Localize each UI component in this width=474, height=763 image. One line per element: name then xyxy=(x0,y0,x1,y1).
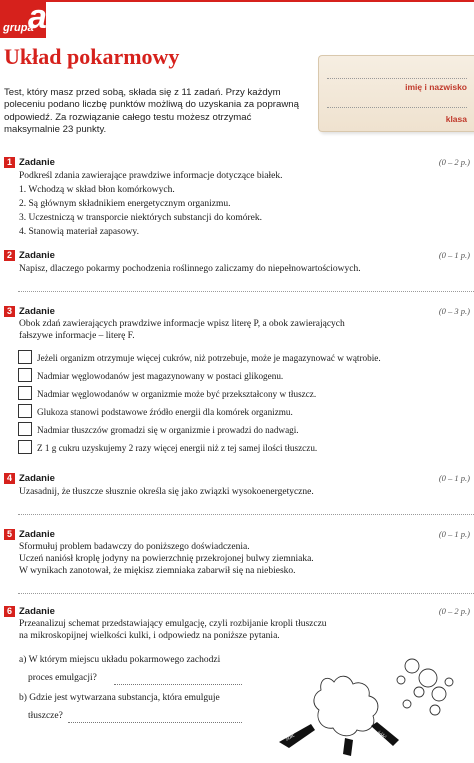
task-points: (0 – 1 p.) xyxy=(438,250,470,260)
bile-label: żółć xyxy=(375,729,387,741)
name-class-box xyxy=(318,55,474,132)
task-instruction-cont: fałszywe informacje – literę F. xyxy=(19,331,135,341)
header-bar xyxy=(0,0,474,38)
fat-bubble xyxy=(414,687,424,697)
class-line[interactable] xyxy=(327,107,467,108)
bile-arrow-icon xyxy=(279,724,315,748)
task-points: (0 – 1 p.) xyxy=(438,529,470,539)
fat-bubble xyxy=(397,676,405,684)
task-heading: Zadanie xyxy=(19,606,55,617)
header-rule xyxy=(0,0,474,2)
task-instruction: Uzasadnij, że tłuszcze słusznie określa się jako związki wysokoenergetyczne. xyxy=(19,487,314,497)
statement-4[interactable]: 4. Stanowią materiał zapasowy. xyxy=(19,227,139,237)
bile-label: żółć xyxy=(284,732,297,743)
fat-bubble xyxy=(430,705,440,715)
true-false-item: Nadmiar węglowodanów w organizmie może być przekształcony w tłuszcz. xyxy=(37,389,317,399)
experiment-result: W wynikach zanotował, że miękisz ziemniaka zabarwił się na niebiesko. xyxy=(19,566,296,576)
fat-bubble xyxy=(419,669,437,687)
task-points: (0 – 2 p.) xyxy=(438,157,470,167)
page-title: Układ pokarmowy xyxy=(4,44,180,69)
question-b: b) Gdzie jest wytwarzana substancja, która emulguje xyxy=(19,693,220,703)
emulsification-diagram xyxy=(259,642,469,762)
task-2 xyxy=(4,250,470,295)
task-5 xyxy=(4,529,470,594)
task-number: 5 xyxy=(4,529,15,540)
task-points: (0 – 1 p.) xyxy=(438,473,470,483)
name-line[interactable] xyxy=(327,78,467,79)
task-3 xyxy=(4,306,470,461)
task-6 xyxy=(4,606,470,763)
experiment-text: Uczeń naniósł kroplę jodyny na powierzchnię przekrojonej bulwy ziemniaka. xyxy=(19,554,314,564)
question-a-cont: proces emulgacji? xyxy=(28,673,97,683)
true-false-item: Jeżeli organizm otrzymuje więcej cukrów, niż potrzebuje, może je magazynować w wątrobie. xyxy=(37,353,381,363)
answer-checkbox[interactable] xyxy=(18,404,32,418)
fat-bubble xyxy=(403,700,411,708)
group-word: grupa xyxy=(3,22,34,34)
group-badge xyxy=(0,0,46,38)
true-false-item: Nadmiar tłuszczów gromadzi się w organizmie i prowadzi do nadwagi. xyxy=(37,425,299,435)
answer-checkbox[interactable] xyxy=(18,440,32,454)
fat-bubble xyxy=(405,659,419,673)
task-4 xyxy=(4,473,470,518)
task-instruction: Obok zdań zawierających prawdziwe informacje wpisz literę P, a obok zawierających xyxy=(19,319,345,329)
question-b-cont: tłuszcze? xyxy=(28,711,63,721)
answer-a-line[interactable] xyxy=(114,684,242,685)
task-heading: Zadanie xyxy=(19,473,55,484)
task-number: 6 xyxy=(4,606,15,617)
fat-bubble xyxy=(432,687,446,701)
answer-line[interactable] xyxy=(18,514,474,515)
task-points: (0 – 3 p.) xyxy=(438,306,470,316)
task-number: 4 xyxy=(4,473,15,484)
true-false-item: Nadmiar węglowodanów jest magazynowany w postaci glikogenu. xyxy=(37,371,284,381)
task-number: 2 xyxy=(4,250,15,261)
intro-text: Test, który masz przed sobą, składa się z 11 zadań. Przy każdym poleceniu podano liczbę punktów możliwą do uzyskania za poprawną odpowiedź. Za rozwiązanie całego testu możesz otrzymać maksymalnie 23 punkty. xyxy=(4,87,299,136)
task-heading: Zadanie xyxy=(19,157,55,168)
task-instruction-cont: na mikroskopijnej wielkości kulki, i odpowiedz na poniższe pytania. xyxy=(19,631,280,641)
answer-checkbox[interactable] xyxy=(18,422,32,436)
question-a: a) W którym miejscu układu pokarmowego zachodzi xyxy=(19,655,221,665)
task-points: (0 – 2 p.) xyxy=(438,606,470,616)
answer-checkbox[interactable] xyxy=(18,350,32,364)
answer-checkbox[interactable] xyxy=(18,368,32,382)
task-number: 1 xyxy=(4,157,15,168)
statement-2[interactable]: 2. Są głównym składnikiem energetycznym organizmu. xyxy=(19,199,231,209)
task-heading: Zadanie xyxy=(19,250,55,261)
group-letter: a xyxy=(28,0,47,36)
fat-droplet-icon xyxy=(314,676,378,736)
statement-3[interactable]: 3. Uczestniczą w transporcie niektórych substancji do komórek. xyxy=(19,213,262,223)
statement-1[interactable]: 1. Wchodzą w skład błon komórkowych. xyxy=(19,185,175,195)
task-instruction: Sformułuj problem badawczy do poniższego doświadczenia. xyxy=(19,542,250,552)
task-heading: Zadanie xyxy=(19,306,55,317)
task-1 xyxy=(4,157,470,247)
bile-arrow-icon xyxy=(343,738,353,756)
task-number: 3 xyxy=(4,306,15,317)
answer-line[interactable] xyxy=(18,593,474,594)
task-instruction: Napisz, dlaczego pokarmy pochodzenia roślinnego zaliczamy do niepełnowartościowych. xyxy=(19,264,361,274)
answer-line[interactable] xyxy=(18,291,474,292)
task-heading: Zadanie xyxy=(19,529,55,540)
name-label: imię i nazwisko xyxy=(405,82,467,92)
fat-bubble xyxy=(445,678,453,686)
class-label: klasa xyxy=(445,114,467,124)
answer-b-line[interactable] xyxy=(68,722,242,723)
answer-checkbox[interactable] xyxy=(18,386,32,400)
task-instruction: Podkreśl zdania zawierające prawdziwe informacje dotyczące białek. xyxy=(19,171,283,181)
true-false-item: Glukoza stanowi podstawowe źródło energii dla komórek organizmu. xyxy=(37,407,293,417)
task-instruction: Przeanalizuj schemat przedstawiający emulgację, czyli rozbijanie kropli tłuszczu xyxy=(19,619,327,629)
true-false-item: Z 1 g cukru uzyskujemy 2 razy więcej energii niż z tej samej ilości tłuszczu. xyxy=(37,443,318,453)
